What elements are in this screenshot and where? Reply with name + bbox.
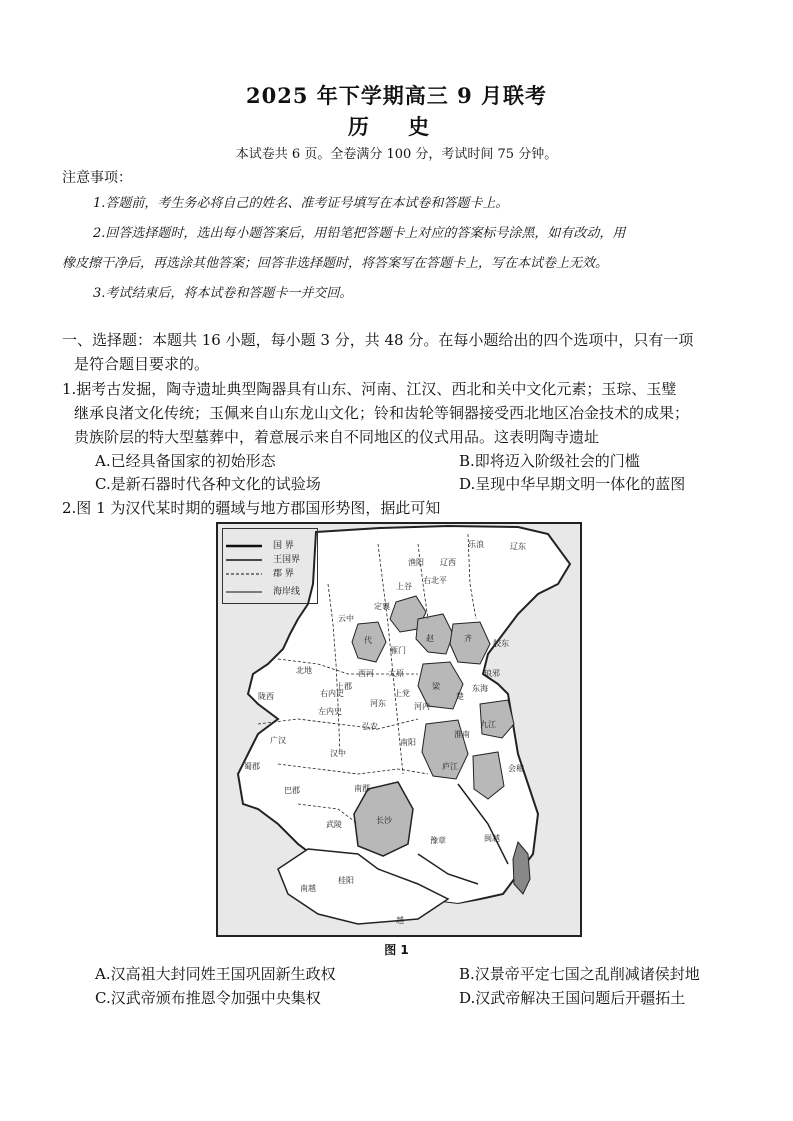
- map-label: 陇西: [258, 692, 274, 701]
- map-label: 九江: [480, 720, 496, 729]
- note-item-1: 1.答题前，考生务必将自己的姓名、准考证号填写在本试卷和答题卡上。: [93, 196, 509, 211]
- map-label: 巴郡: [284, 786, 300, 795]
- map-label: 云中: [338, 614, 354, 623]
- map-label: 南越: [300, 884, 316, 893]
- map-label: 齐: [464, 634, 472, 643]
- map-label: 左内史: [318, 707, 342, 716]
- map-label: 西河: [358, 669, 374, 678]
- note-item-2: 2.回答选择题时，选出每小题答案后，用铅笔把答题卡上对应的答案标号涂黑，如有改动，用: [93, 226, 626, 241]
- map-label: 琅邪: [484, 669, 500, 678]
- map-label: 雁门: [390, 646, 406, 655]
- section-line-1: 一、选择题：本题共 16 小题，每小题 3 分，共 48 分。在每小题给出的四个选项中，只有一项: [62, 331, 694, 349]
- map-label: 河东: [370, 699, 386, 708]
- map-label: 太原: [388, 669, 404, 678]
- q1-option-b[interactable]: B.即将迈入阶级社会的门槛: [459, 452, 640, 470]
- note-item-3: 3.考试结束后，将本试卷和答题卡一并交回。: [93, 286, 353, 301]
- map-label: 上党: [394, 689, 410, 698]
- map-label: 楚: [456, 692, 464, 701]
- map-label: 广汉: [270, 736, 286, 745]
- map-label: 右内史: [320, 689, 344, 698]
- subject-title: 历 史: [347, 114, 446, 139]
- notes-heading: 注意事项：: [62, 170, 132, 186]
- map-label: 乐浪: [468, 540, 484, 549]
- map-label: 闽越: [484, 834, 500, 843]
- q1-option-c[interactable]: C.是新石器时代各种文化的试验场: [95, 475, 321, 493]
- map-label: 庐江: [442, 762, 458, 771]
- page-title: 2025 年下学期高三 9 月联考: [246, 83, 547, 108]
- han-dynasty-map: [216, 522, 582, 937]
- map-label: 弘农: [362, 722, 378, 731]
- map-label: 长沙: [376, 816, 392, 825]
- map-label: 辽西: [440, 558, 456, 567]
- map-label: 东海: [472, 684, 488, 693]
- map-label: 汉中: [330, 749, 346, 758]
- map-label: 辽东: [510, 542, 526, 551]
- map-legend: [222, 528, 318, 604]
- map-label: 北地: [296, 666, 312, 675]
- map-label: 豫章: [430, 836, 446, 845]
- map-label: 上郡: [336, 682, 352, 691]
- map-label: 胶东: [493, 639, 509, 648]
- q2-option-c[interactable]: C.汉武帝颁布推恩令加强中央集权: [95, 989, 321, 1007]
- map-label: 越: [396, 916, 404, 925]
- map-label: 上谷: [396, 582, 412, 591]
- exam-info: 本试卷共 6 页。全卷满分 100 分，考试时间 75 分钟。: [235, 147, 558, 162]
- map-label: 梁: [432, 682, 440, 691]
- question-2-stem: 2.图 1 为汉代某时期的疆域与地方郡国形势图，据此可知: [62, 499, 441, 517]
- q2-option-a[interactable]: A.汉高祖大封同姓王国巩固新生政权: [95, 965, 336, 983]
- map-label: 南郡: [354, 784, 370, 793]
- map-label: 河内: [414, 702, 430, 711]
- map-label: 赵: [426, 634, 434, 643]
- q1-option-d[interactable]: D.呈现中华早期文明一体化的蓝图: [459, 475, 686, 493]
- question-1-line-1: 1.据考古发掘，陶寺遗址典型陶器具有山东、河南、江汉、西北和关中文化元素；玉琮、玉璧: [62, 380, 677, 398]
- map-label: 右北平: [423, 576, 447, 585]
- legend-kingdom-border: 王国界: [273, 555, 301, 565]
- q2-option-d[interactable]: D.汉武帝解决王国问题后开疆拓土: [459, 989, 686, 1007]
- map-label: 渔阳: [408, 558, 424, 567]
- legend-coastline: 海岸线: [273, 587, 301, 597]
- map-label: 淮南: [454, 730, 470, 739]
- note-item-2-cont: 橡皮擦干净后，再选涂其他答案；回答非选择题时，将答案写在答题卡上，写在本试卷上无效。: [62, 256, 609, 271]
- section-heading: [62, 328, 734, 352]
- legend-national-border: 国 界: [273, 541, 294, 551]
- map-label: 南阳: [400, 738, 416, 747]
- q2-option-b[interactable]: B.汉景帝平定七国之乱削减诸侯封地: [459, 965, 700, 983]
- map-label: 桂阳: [338, 876, 354, 885]
- section-line-2: 是符合题目要求的。: [74, 355, 210, 373]
- map-label: 代: [364, 636, 372, 645]
- map-label: 蜀郡: [244, 762, 260, 771]
- figure-caption: 图 1: [384, 943, 409, 957]
- q1-option-a[interactable]: A.已经具备国家的初始形态: [95, 452, 276, 470]
- map-label: 会稽: [508, 764, 524, 773]
- question-1-line-3: 贵族阶层的特大型墓葬中，着意展示来自不同地区的仪式用品。这表明陶寺遗址: [74, 428, 600, 446]
- map-label: 定襄: [374, 602, 390, 611]
- question-1-line-2: 继承良渚文化传统；玉佩来自山东龙山文化；铃和齿轮等铜器接受西北地区冶金技术的成果；: [74, 404, 690, 422]
- map-label: 武陵: [326, 820, 342, 829]
- legend-commandery-border: 郡 界: [273, 569, 294, 579]
